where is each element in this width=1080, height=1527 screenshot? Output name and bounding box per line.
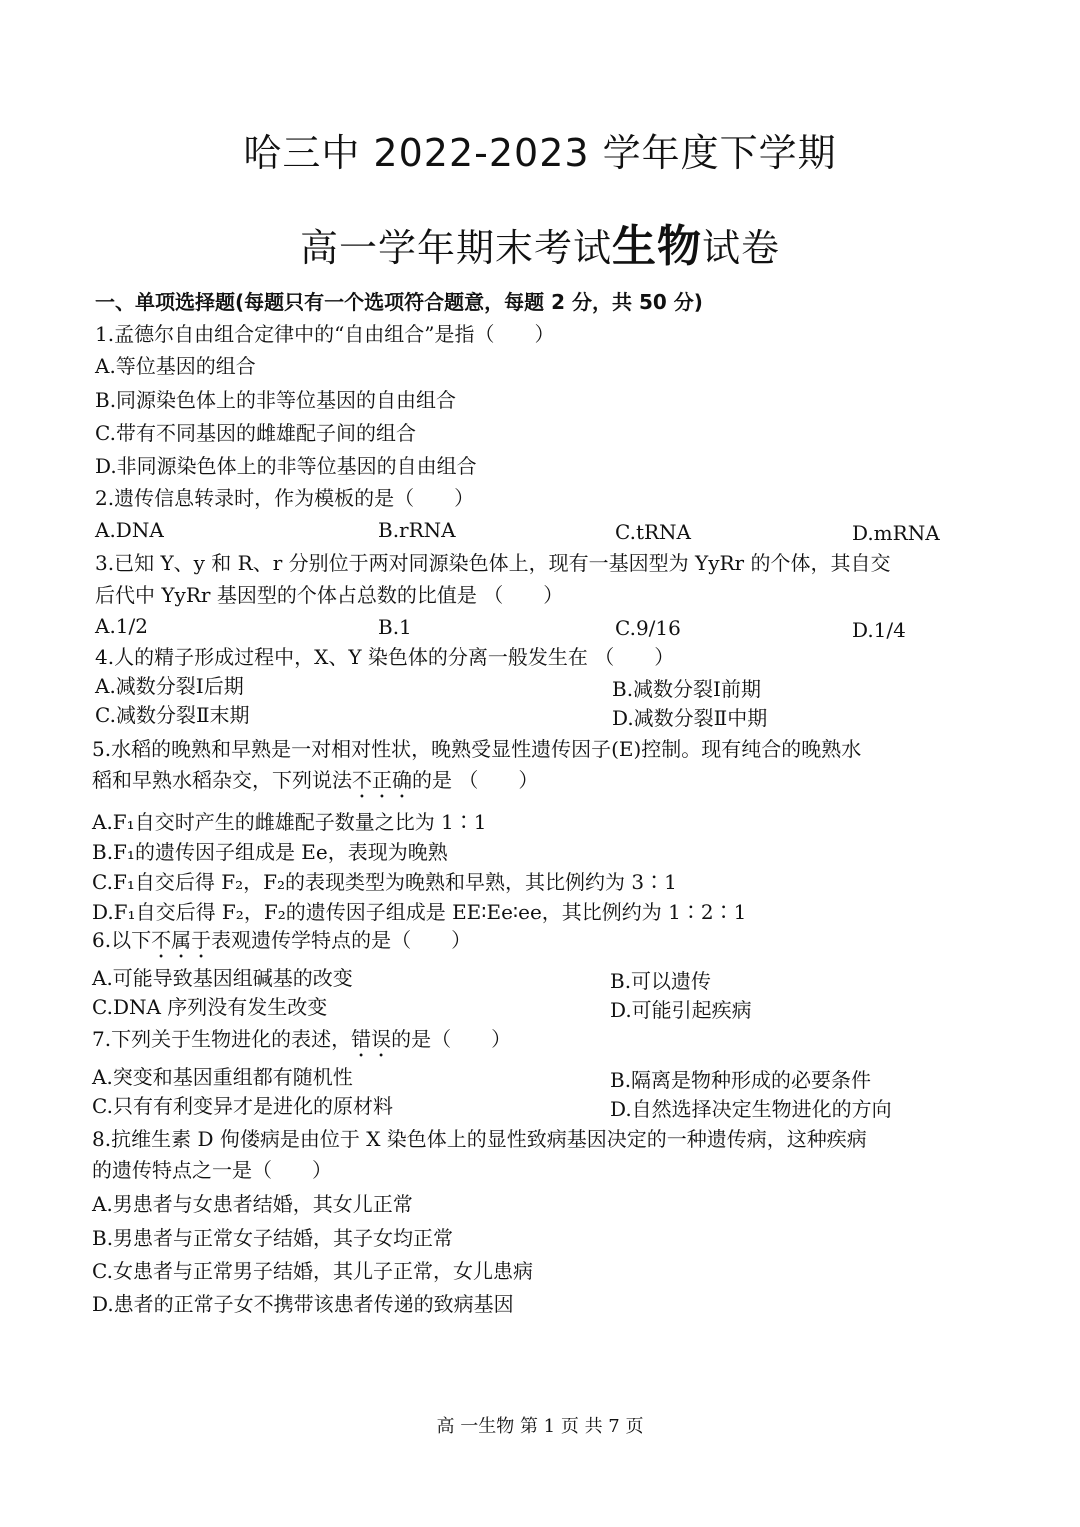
- page-footer: 高 一生物 第 1 页 共 7 页: [436, 1416, 644, 1437]
- q6-option-b: B.可以遗传: [610, 969, 712, 993]
- q5-emphasis: 不正确: [352, 768, 412, 792]
- q2-stem: 2.遗传信息转录时，作为模板的是（ ）: [95, 486, 475, 510]
- q8-option-b: B.男患者与正常女子结婚，其子女均正常: [92, 1226, 454, 1250]
- q3-stem-line2: 后代中 YyRr 基因型的个体占总数的比值是 （ ）: [95, 583, 564, 607]
- q7-option-d: D.自然选择决定生物进化的方向: [610, 1097, 892, 1121]
- q8-stem-line1: 8.抗维生素 D 佝偻病是由位于 X 染色体上的显性致病基因决定的一种遗传病，这种疾病: [92, 1127, 867, 1151]
- q7-option-a: A.突变和基因重组都有随机性: [92, 1065, 353, 1089]
- q4-option-a: A.减数分裂Ⅰ后期: [95, 674, 244, 698]
- q8-option-d: D.患者的正常子女不携带该患者传递的致病基因: [92, 1292, 514, 1316]
- q8-stem-line2: 的遗传特点之一是（ ）: [92, 1158, 332, 1182]
- q7-stem-pre: 7.下列关于生物进化的表述，: [92, 1027, 352, 1051]
- q6-option-a: A.可能导致基因组碱基的改变: [92, 966, 353, 990]
- exam-title-line1: 哈三中 2022-2023 学年度下学期: [243, 131, 837, 175]
- q1-option-d: D.非同源染色体上的非等位基因的自由组合: [95, 454, 477, 478]
- q1-option-a: A.等位基因的组合: [95, 354, 256, 378]
- q5-stem-line1: 5.水稻的晚熟和早熟是一对相对性状，晚熟受显性遗传因子(E)控制。现有纯合的晚熟水: [92, 737, 862, 761]
- section-heading: 一、单项选择题(每题只有一个选项符合题意，每题 2 分，共 50 分): [95, 290, 703, 314]
- q6-option-d: D.可能引起疾病: [610, 998, 752, 1022]
- q1-option-c: C.带有不同基因的雌雄配子间的组合: [95, 421, 416, 445]
- q8-option-c: C.女患者与正常男子结婚，其儿子正常，女儿患病: [92, 1259, 533, 1283]
- q7-emphasis: 错误: [351, 1027, 392, 1051]
- q5-option-a: A.F₁自交时产生的雌雄配子数量之比为 1∶1: [92, 810, 487, 834]
- q4-option-b: B.减数分裂Ⅰ前期: [612, 677, 761, 701]
- q3-option-d: D.1/4: [852, 618, 906, 642]
- q1-stem: 1.孟德尔自由组合定律中的“自由组合”是指（ ）: [95, 322, 555, 346]
- title-subject: 生物: [612, 221, 702, 272]
- q1-option-b: B.同源染色体上的非等位基因的自由组合: [95, 388, 457, 412]
- q6-emphasis: 不属于: [151, 928, 212, 952]
- title-line2-pre: 高一学年期末考试: [299, 226, 612, 270]
- q6-option-c: C.DNA 序列没有发生改变: [92, 995, 328, 1019]
- q5-option-c: C.F₁自交后得 F₂，F₂的表现类型为晚熟和早熟，其比例约为 3∶1: [92, 870, 677, 894]
- q2-option-d: D.mRNA: [852, 521, 940, 545]
- q5-option-d: D.F₁自交后得 F₂，F₂的遗传因子组成是 EE∶Ee∶ee，其比例约为 1∶2∶1: [92, 900, 747, 924]
- q6-stem-pre: 6.以下: [92, 928, 152, 952]
- q2-option-c: C.tRNA: [615, 520, 691, 544]
- q5-stem-line2: [92, 768, 538, 803]
- q5-stem-line2-pre: 稻和早熟水稻杂交，下列说法: [92, 768, 352, 792]
- q3-option-b: B.1: [378, 615, 412, 639]
- q3-stem-line1: 3.已知 Y、y 和 R、r 分别位于两对同源染色体上，现有一基因型为 YyRr 的个体，其自交: [95, 551, 891, 575]
- q6-stem-post: 表观遗传学特点的是（ ）: [211, 928, 472, 952]
- q5-option-b: B.F₁的遗传因子组成是 Ee，表现为晚熟: [92, 840, 448, 864]
- q2-option-a: A.DNA: [95, 518, 164, 542]
- q5-stem-line2-post: 的是 （ ）: [412, 768, 539, 792]
- exam-title-line2: [0, 210, 1080, 274]
- q6-stem: [92, 928, 471, 963]
- q4-option-c: C.减数分裂Ⅱ末期: [95, 703, 250, 727]
- q4-stem: 4.人的精子形成过程中，X、Y 染色体的分离一般发生在 （ ）: [95, 645, 675, 669]
- q7-option-b: B.隔离是物种形成的必要条件: [610, 1068, 872, 1092]
- q7-option-c: C.只有有利变异才是进化的原材料: [92, 1094, 393, 1118]
- q2-option-b: B.rRNA: [378, 518, 456, 542]
- q3-option-a: A.1/2: [95, 614, 148, 638]
- q7-stem: [92, 1027, 511, 1062]
- title-line2-post: 试卷: [702, 226, 781, 270]
- q4-option-d: D.减数分裂Ⅱ中期: [612, 706, 768, 730]
- q7-stem-post: 的是（ ）: [391, 1027, 512, 1051]
- q3-option-c: C.9/16: [615, 616, 681, 640]
- q8-option-a: A.男患者与女患者结婚，其女儿正常: [92, 1192, 413, 1216]
